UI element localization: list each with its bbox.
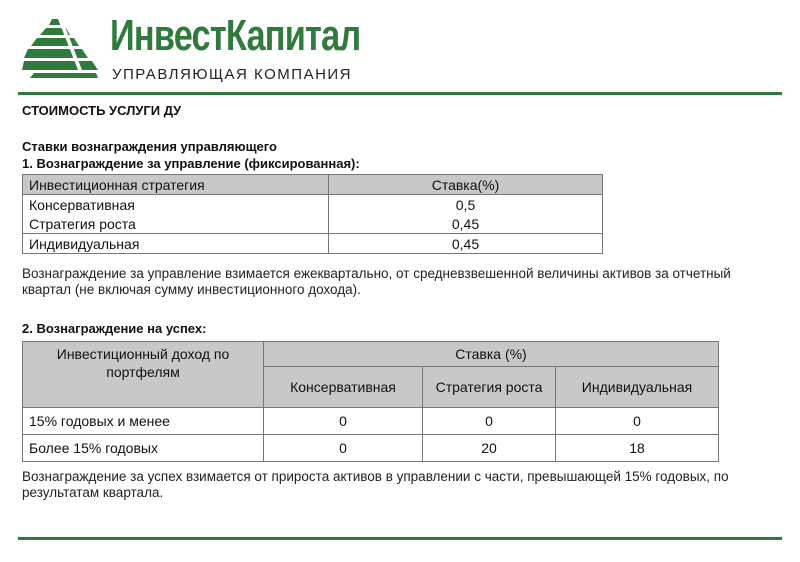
table-row <box>23 435 719 462</box>
fixed-fee-note: Вознаграждение за управление взимается ежеквартально, от средневзвешенной величины активов за отчетный квартал (не включая сумму инвестиционного дохода). <box>22 266 731 297</box>
income-cell: 15% годовых и менее <box>23 408 264 435</box>
fixed-fee-table <box>22 174 603 254</box>
rate-cell: 18 <box>556 435 719 462</box>
column-header-strategy: Инвестиционная стратегия <box>23 175 329 195</box>
brand-name: ИнвестКапитал <box>110 11 361 60</box>
table-row <box>23 234 603 254</box>
rate-cell: 0,45 <box>329 234 603 254</box>
column-header-income: Инвестиционный доход по портфелям <box>23 342 264 408</box>
table-row <box>23 408 719 435</box>
rate-cell: 0 <box>264 408 423 435</box>
subheader-individual: Индивидуальная <box>556 367 719 408</box>
rate-cell: 0 <box>264 435 423 462</box>
strategy-cell: Стратегия роста <box>23 214 329 234</box>
strategy-cell: Индивидуальная <box>23 234 329 254</box>
income-cell: Более 15% годовых <box>23 435 264 462</box>
rate-cell: 20 <box>423 435 556 462</box>
subheader-conservative: Консервативная <box>264 367 423 408</box>
rate-cell: 0,5 <box>329 195 603 215</box>
logo-pyramid-icon <box>22 17 100 79</box>
subheader-growth: Стратегия роста <box>423 367 556 408</box>
table-row <box>23 195 603 215</box>
brand-subtitle: УПРАВЛЯЮЩАЯ КОМПАНИЯ <box>112 66 353 83</box>
rate-cell: 0 <box>423 408 556 435</box>
strategy-cell: Консервативная <box>23 195 329 215</box>
table-header-row <box>23 175 603 195</box>
success-fee-heading: 2. Вознаграждение на успех: <box>22 321 207 336</box>
success-fee-note: Вознаграждение за успех взимается от прироста активов в управлении с части, превышающей 15% годовых, по результатам квартала. <box>22 469 729 500</box>
page-title: СТОИМОСТЬ УСЛУГИ ДУ <box>22 103 182 118</box>
rate-cell: 0 <box>556 408 719 435</box>
bottom-divider <box>18 537 782 540</box>
column-header-rate: Ставка (%) <box>264 342 719 367</box>
top-divider <box>18 92 782 95</box>
fixed-fee-heading: 1. Вознаграждение за управление (фиксированная): <box>22 156 360 171</box>
table-header-row <box>23 342 719 367</box>
table-row <box>23 214 603 234</box>
column-header-rate: Ставка(%) <box>329 175 603 195</box>
section-title: Ставки вознаграждения управляющего <box>22 139 277 154</box>
rate-cell: 0,45 <box>329 214 603 234</box>
success-fee-table <box>22 341 719 462</box>
